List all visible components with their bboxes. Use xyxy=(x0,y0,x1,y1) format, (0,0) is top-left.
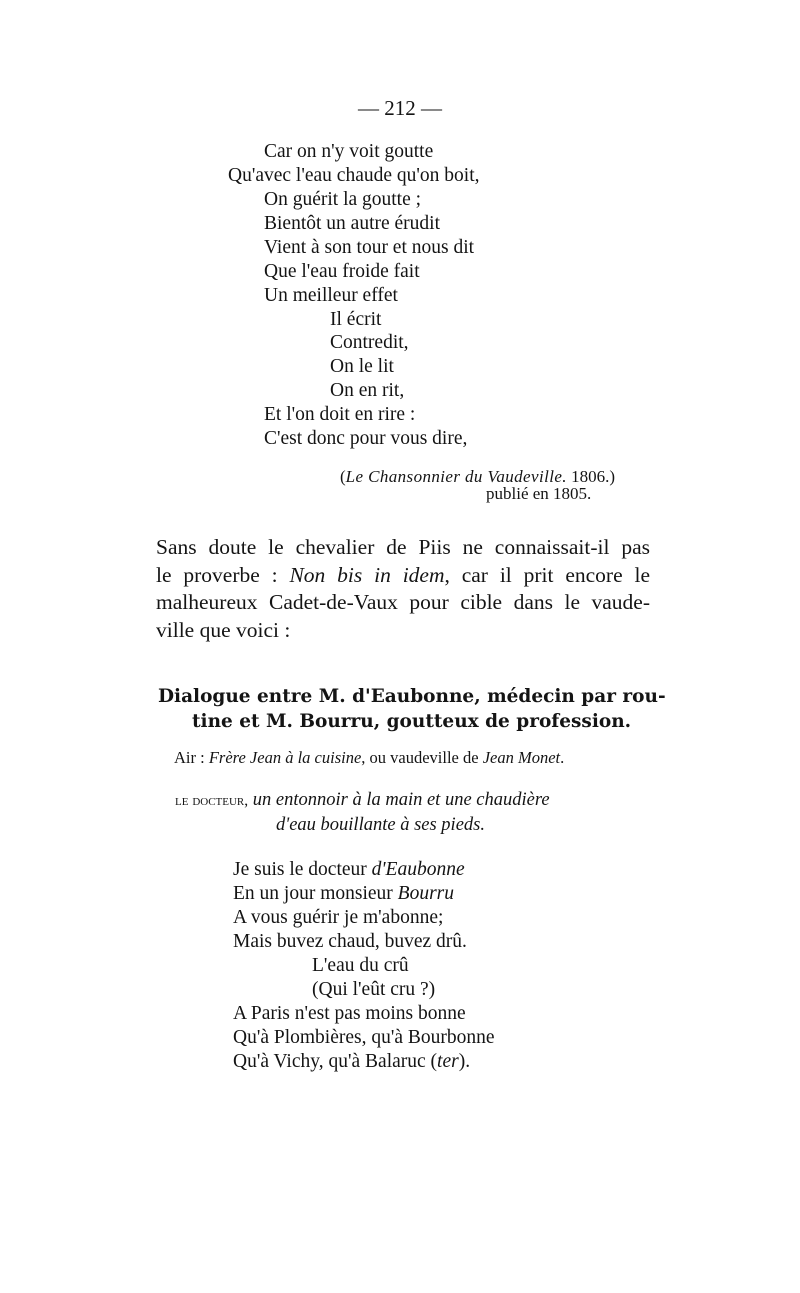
verse-line: Contredit, xyxy=(330,332,409,353)
verse-line: Que l'eau froide fait xyxy=(264,261,420,282)
verse-line: Qu'avec l'eau chaude qu'on boit, xyxy=(228,165,480,186)
verse-line: Il écrit xyxy=(330,309,382,330)
paragraph-line: Sans doute le chevalier de Piis ne connaissait-il pas xyxy=(156,535,650,559)
verse-line: Je suis le docteur d'Eaubonne xyxy=(233,859,465,880)
verse-line: Mais buvez chaud, buvez drû. xyxy=(233,931,467,952)
citation-title: Le Chansonnier du Vaudeville. xyxy=(345,467,567,486)
page-number: — 212 — xyxy=(358,96,442,120)
verse-line: On le lit xyxy=(330,356,394,377)
verse-line: Un meilleur effet xyxy=(264,285,398,306)
verse-line: A vous guérir je m'abonne; xyxy=(233,907,444,928)
verse-line: A Paris n'est pas moins bonne xyxy=(233,1003,466,1024)
stage-direction-line: le docteur, un entonnoir à la main et une chaudière xyxy=(175,790,550,810)
paragraph-line: ville que voici : xyxy=(156,617,291,642)
verse-line: Car on n'y voit goutte xyxy=(264,141,434,162)
prose-paragraph xyxy=(156,534,650,644)
verse-line: (Qui l'eût cru ?) xyxy=(312,979,436,1000)
paragraph-line: malheureux Cadet-de-Vaux pour cible dans le vaude- xyxy=(156,590,650,614)
verse-line: On en rit, xyxy=(330,380,405,401)
dialogue-heading-line: tine et M. Bourru, goutteux de profession. xyxy=(192,711,632,732)
tune-author: Jean Monet xyxy=(482,748,561,767)
verse-line: Qu'à Plombières, qu'à Bourbonne xyxy=(233,1027,495,1048)
latin-phrase: Non bis in idem xyxy=(289,562,445,587)
verse-line: L'eau du crû xyxy=(312,955,409,976)
verse-line: En un jour monsieur Bourru xyxy=(233,883,454,904)
verse-line: C'est donc pour vous dire, xyxy=(264,428,468,449)
tune-title: Frère Jean à la cuisine xyxy=(208,748,362,767)
verse-line: Bientôt un autre érudit xyxy=(264,213,440,234)
verse-line: Qu'à Vichy, qu'à Balaruc (ter). xyxy=(233,1051,471,1072)
citation-published: publié en 1805. xyxy=(486,484,592,503)
stage-direction-line: d'eau bouillante à ses pieds. xyxy=(276,815,485,835)
air-line: Air : Frère Jean à la cuisine, ou vaudeville de Jean Monet. xyxy=(174,748,565,767)
citation-year: 1806.) xyxy=(571,467,616,486)
verse-line: Vient à son tour et nous dit xyxy=(264,237,475,258)
verse-line: On guérit la goutte ; xyxy=(264,189,422,210)
citation-open: ( xyxy=(340,467,346,486)
speaker-name: le docteur, xyxy=(175,792,249,809)
dialogue-heading-line: Dialogue entre M. d'Eaubonne, médecin par rou- xyxy=(158,686,666,707)
paragraph-line: le proverbe : Non bis in idem, car il prit encore le xyxy=(156,562,650,587)
verse-line: Et l'on doit en rire : xyxy=(264,404,416,425)
